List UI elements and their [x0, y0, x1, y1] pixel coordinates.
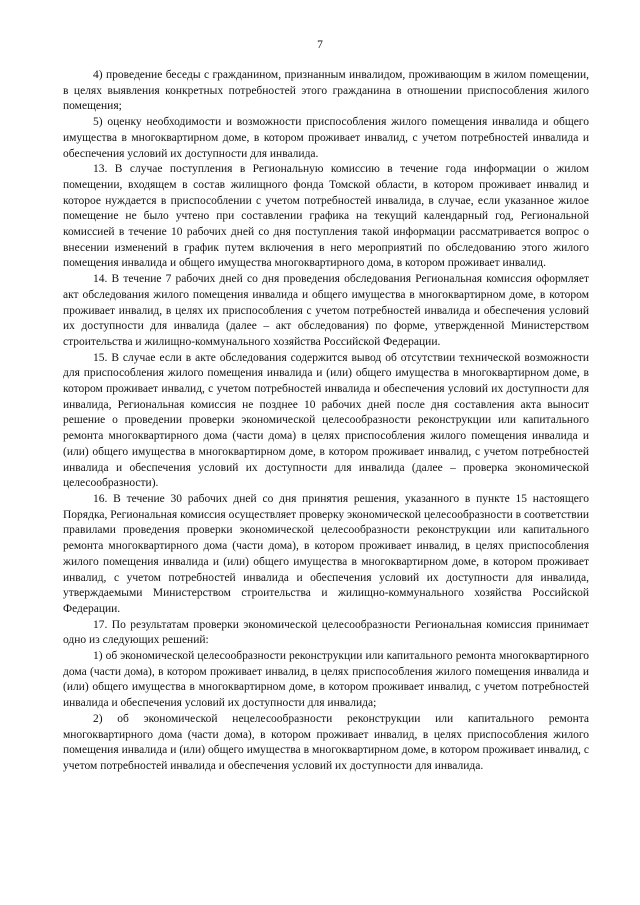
paragraph-item-5: 5) оценку необходимости и возможности приспособления жилого помещения инвалида и общего имущества в многоквартирном доме, в котором проживает инвалид, с учетом потребностей инвалида и обеспечения условий их доступности для инвалида.: [63, 116, 589, 160]
paragraph-item-4: 4) проведение беседы с гражданином, признанным инвалидом, проживающим в жилом помещении, в целях выявления конкретных потребностей этого гражданина в отношении приспособления жилого помещения;: [63, 69, 589, 113]
page-number: 7: [317, 39, 323, 51]
paragraph-clause-14: 14. В течение 7 рабочих дней со дня проведения обследования Региональная комиссия оформляет акт обследования жилого помещения инвалида и общего имущества в многоквартирном доме, в котором проживает инвалид, в целях их приспособления с учетом потребностей инвалида и обеспечения условий их доступности для инвалида (далее – акт обследования) по форме, утвержденной Министерством строительства и жилищно-коммунального хозяйства Российской Федерации.: [63, 273, 589, 348]
paragraph-decision-1: 1) об экономической целесообразности реконструкции или капитального ремонта многоквартирного дома (части дома), в котором проживает инвалид, в целях приспособления жилого помещения инвалида и (или) общего имущества в многоквартирном доме, в котором проживает инвалид, с учетом потребностей инвалида и обеспечения условий их доступности для инвалида;: [63, 650, 589, 710]
paragraph-clause-13: 13. В случае поступления в Региональную комиссию в течение года информации о жилом помещении, входящем в состав жилищного фонда Томской области, в котором проживает инвалид и которое нуждается в приспособлении с учетом потребностей инвалида, в случае, если указанное жилое помещение не было учтено при составлении графика на текущий календарный год, Региональной комиссией в течение 10 рабочих дней со дня поступления такой информации рассматривается вопрос о внесении изменений в график путем включения в него мероприятий по обследованию этого жилого помещения инвалида и общего имущества многоквартирного дома, в котором проживает инвалид.: [63, 163, 589, 270]
paragraph-clause-15: 15. В случае если в акте обследования содержится вывод об отсутствии технической возможности для приспособления жилого помещения инвалида и (или) общего имущества в многоквартирном доме, в котором проживает инвалид, с учетом потребностей инвалида и обеспечения условий их доступности для инвалида, Региональная комиссия не позднее 10 рабочих дней после дня составления акта выносит решение о проведении проверки экономической целесообразности реконструкции или капитального ремонта многоквартирного дома (части дома) в целях приспособления жилого помещения инвалида и (или) общего имущества в многоквартирном доме, в котором проживает инвалид, с учетом потребностей инвалида и обеспечения условий их доступности для инвалида (далее – проверка экономической целесообразности).: [63, 351, 589, 490]
paragraph-clause-16: 16. В течение 30 рабочих дней со дня принятия решения, указанного в пункте 15 настоящего Порядка, Региональная комиссия осуществляет проверку экономической целесообразности в соответствии правилами проведения проверки экономической целесообразности реконструкции или капитального ремонта многоквартирного дома (части дома), в котором проживает инвалид, в целях приспособления жилого помещения инвалида и (или) общего имущества в многоквартирном доме, в котором проживает инвалид, с учетом потребностей инвалида и обеспечения условий их доступности для инвалида, утверждаемыми Министерством строительства и жилищно-коммунального хозяйства Российской Федерации.: [63, 492, 589, 615]
paragraph-clause-17: 17. По результатам проверки экономической целесообразности Региональная комиссия принимает одно из следующих решений:: [63, 618, 589, 647]
paragraph-decision-2: 2) об экономической нецелесообразности реконструкции или капитального ремонта многоквартирного дома (части дома), в котором проживает инвалид, в целях приспособления жилого помещения инвалида и (или) общего имущества в многоквартирном доме, в котором проживает инвалид, с учетом потребностей инвалида и обеспечения условий их доступности для инвалида.: [63, 712, 589, 772]
document-body: [63, 68, 589, 775]
